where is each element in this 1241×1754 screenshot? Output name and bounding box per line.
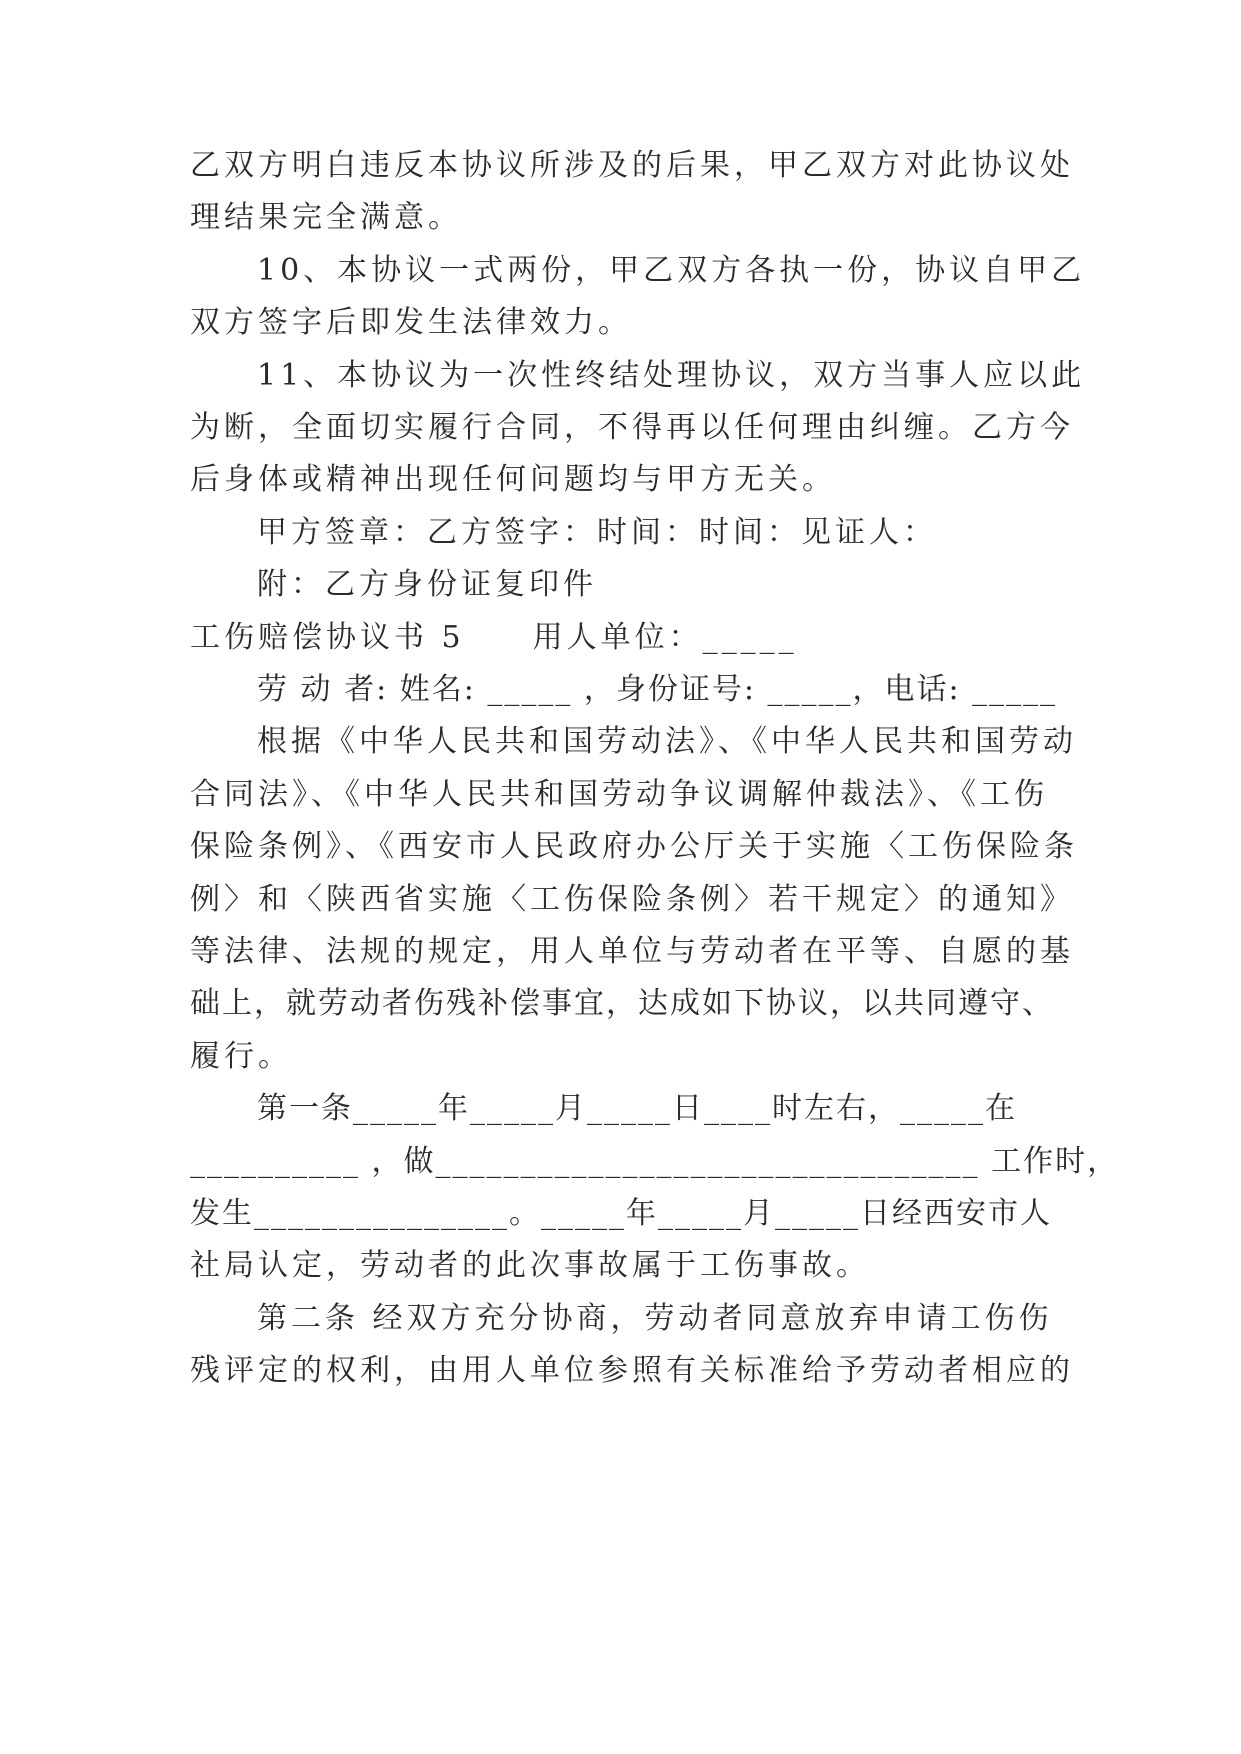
paragraph-line: 为断，全面切实履行合同，不得再以任何理由纠缠。乙方今	[190, 410, 1074, 445]
attachment-note: 附：乙方身份证复印件	[257, 567, 597, 602]
paragraph-line: 发生_______________。_____年_____月_____日经西安市人	[190, 1196, 1052, 1231]
agreement-title-line: 工伤赔偿协议书 5 用人单位：_____	[190, 620, 798, 655]
paragraph-line: 根据《中华人民共和国劳动法》、《中华人民共和国劳动	[257, 724, 1077, 759]
signature-line: 甲方签章：乙方签字：时间：时间：见证人：	[257, 515, 937, 550]
paragraph-line: 社局认定，劳动者的此次事故属于工伤事故。	[190, 1248, 870, 1283]
paragraph-line: 础上，就劳动者伤残补偿事宜，达成如下协议，以共同遵守、	[190, 986, 1054, 1021]
paragraph-line: 理结果完全满意。	[190, 200, 462, 235]
paragraph-line: 保险条例》、《西安市人民政府办公厅关于实施〈工伤保险条	[190, 829, 1078, 864]
paragraph-line: 乙双方明白违反本协议所涉及的后果，甲乙双方对此协议处	[190, 148, 1074, 183]
paragraph-line: 双方签字后即发生法律效力。	[190, 305, 632, 340]
clause-11-line: 11、本协议为一次性终结处理协议，双方当事人应以此	[257, 358, 1086, 393]
paragraph-line: 例〉和〈陕西省实施〈工伤保险条例〉若干规定〉的通知》	[190, 882, 1074, 917]
paragraph-line: 后身体或精神出现任何问题均与甲方无关。	[190, 462, 836, 497]
worker-info-line: 劳 动 者: 姓名: _____ ，身份证号: _____，电话: _____	[257, 672, 1058, 707]
paragraph-line: 合同法》、《中华人民共和国劳动争议调解仲裁法》、《工伤	[190, 777, 1048, 812]
article-1-line: 第一条_____年_____月_____日____时左右，_____在	[257, 1091, 1017, 1126]
paragraph-line: __________ ，做________________________________ 工作时，	[190, 1144, 1120, 1179]
paragraph-line: 履行。	[190, 1039, 292, 1074]
paragraph-line: 等法律、法规的规定，用人单位与劳动者在平等、自愿的基	[190, 934, 1074, 969]
paragraph-line: 残评定的权利，由用人单位参照有关标准给予劳动者相应的	[190, 1353, 1074, 1388]
article-2-line: 第二条 经双方充分协商，劳动者同意放弃申请工伤伤	[257, 1301, 1053, 1336]
clause-10-line: 10、本协议一式两份，甲乙双方各执一份，协议自甲乙	[257, 253, 1086, 288]
